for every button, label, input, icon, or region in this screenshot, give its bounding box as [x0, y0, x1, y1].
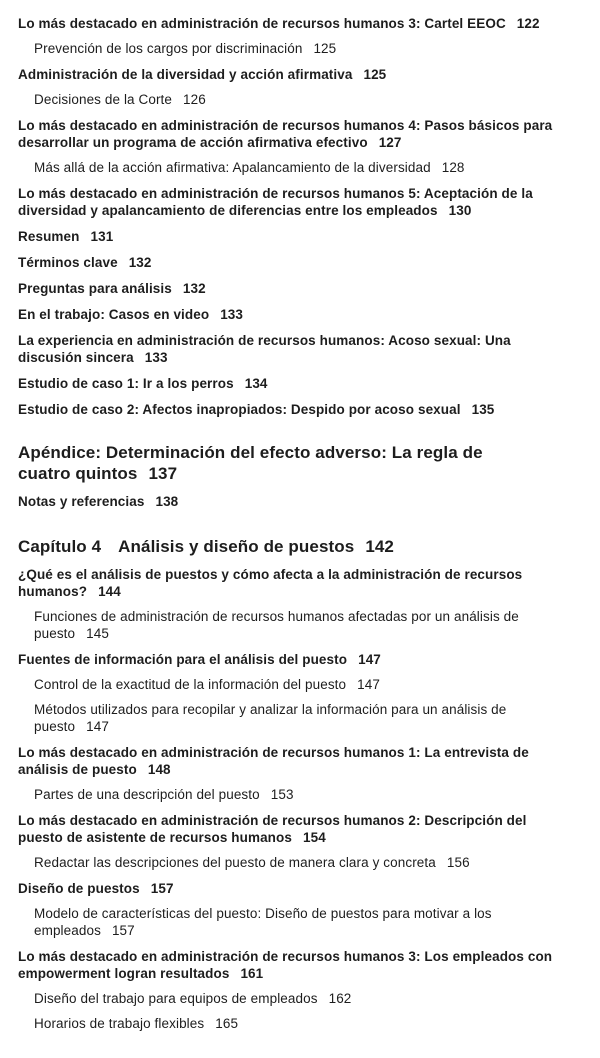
- entry-title: Redactar las descripciones del puesto de manera clara y concreta: [34, 855, 436, 870]
- entry-title: ¿Qué es el análisis de puestos y cómo afecta a la administración de recursos humanos?: [18, 567, 523, 599]
- entry-title: En el trabajo: Casos en video: [18, 307, 210, 322]
- entry-title: Lo más destacado en administración de recursos humanos 5: Aceptación de la diversidad y apalancamiento de diferencias entre los empleados: [18, 186, 533, 218]
- toc-entry: [34, 905, 570, 939]
- entry-title: Prevención de los cargos por discriminación: [34, 41, 303, 56]
- entry-page-number: 132: [182, 281, 206, 296]
- entry-page-number: 157: [150, 881, 174, 896]
- entry-page-number: 125: [363, 67, 387, 82]
- toc-entry: [18, 401, 574, 418]
- toc-entry: [18, 15, 574, 32]
- toc-entry: [18, 66, 574, 83]
- toc-entry: [18, 493, 574, 510]
- toc-entry: [34, 1015, 570, 1032]
- entry-title: Administración de la diversidad y acción afirmativa: [18, 67, 353, 82]
- entry-title: Horarios de trabajo flexibles: [34, 1016, 205, 1031]
- toc-entry: [18, 375, 574, 392]
- entry-page-number: 135: [471, 402, 495, 417]
- entry-page-number: 147: [358, 652, 381, 667]
- toc-entry: [18, 117, 574, 151]
- toc-entry: [34, 701, 570, 735]
- entry-page-number: 147: [86, 719, 109, 734]
- entry-page-number: 144: [98, 584, 121, 599]
- entry-title: Lo más destacado en administración de recursos humanos 1: La entrevista de análisis de puesto: [18, 745, 529, 777]
- entry-title: Resumen: [18, 229, 80, 244]
- entry-page-number: 148: [147, 762, 171, 777]
- entry-title: Métodos utilizados para recopilar y analizar la información para un análisis de puesto: [34, 702, 507, 734]
- entry-title: Apéndice: Determinación del efecto adverso: La regla de cuatro quintos: [18, 443, 483, 483]
- entry-title: Preguntas para análisis: [18, 281, 172, 296]
- entry-page-number: 132: [128, 255, 152, 270]
- entry-page-number: 157: [111, 923, 135, 938]
- toc-entry: [34, 990, 570, 1007]
- entry-title: Modelo de características del puesto: Diseño de puestos para motivar a los empleados: [34, 906, 492, 938]
- entry-page-number: 142: [365, 537, 394, 556]
- toc-entry: [34, 608, 570, 642]
- toc-entry: [18, 306, 574, 323]
- entry-page-number: 153: [270, 787, 294, 802]
- entry-page-number: 128: [441, 160, 465, 175]
- entry-title: Términos clave: [18, 255, 118, 270]
- toc-entry: [18, 536, 574, 557]
- entry-page-number: 162: [328, 991, 352, 1006]
- toc-entry: [34, 91, 570, 108]
- entry-page-number: 127: [378, 135, 402, 150]
- entry-title: Análisis y diseño de puestos: [118, 537, 355, 556]
- toc-entry: [18, 744, 574, 778]
- toc-entry: [18, 332, 574, 366]
- entry-title: Partes de una descripción del puesto: [34, 787, 260, 802]
- entry-title: Lo más destacado en administración de recursos humanos 4: Pasos básicos para desarrollar un programa de acción afirmativa efectivo: [18, 118, 553, 150]
- entry-page-number: 165: [215, 1016, 239, 1031]
- entry-page-number: 161: [240, 966, 264, 981]
- entry-title: Estudio de caso 2: Afectos inapropiados: Despido por acoso sexual: [18, 402, 461, 417]
- entry-title: Lo más destacado en administración de recursos humanos 3: Cartel EEOC: [18, 16, 506, 31]
- toc-entry: [18, 254, 574, 271]
- entry-title: Más allá de la acción afirmativa: Apalancamiento de la diversidad: [34, 160, 431, 175]
- toc-entry: [18, 442, 496, 484]
- toc-entry: [18, 651, 574, 668]
- toc-entry: [34, 786, 570, 803]
- chapter-label: Capítulo 4: [18, 537, 102, 556]
- entry-title: Diseño de puestos: [18, 881, 140, 896]
- entry-page-number: 130: [448, 203, 472, 218]
- entry-page-number: 154: [302, 830, 326, 845]
- toc-entry: [34, 40, 570, 57]
- entry-page-number: 126: [183, 92, 206, 107]
- entry-title: Funciones de administración de recursos humanos afectadas por un análisis de puesto: [34, 609, 519, 641]
- entry-title: Fuentes de información para el análisis del puesto: [18, 652, 348, 667]
- toc-entry: [34, 676, 570, 693]
- entry-title: Notas y referencias: [18, 494, 145, 509]
- entry-title: Estudio de caso 1: Ir a los perros: [18, 376, 234, 391]
- entry-page-number: 147: [357, 677, 380, 692]
- entry-page-number: 125: [313, 41, 337, 56]
- entry-title: Lo más destacado en administración de recursos humanos 2: Descripción del puesto de asistente de recursos humanos: [18, 813, 527, 845]
- entry-page-number: 122: [516, 16, 540, 31]
- toc-entry: [34, 159, 570, 176]
- toc-list: [18, 15, 580, 1032]
- toc-entry: [18, 280, 574, 297]
- entry-page-number: 156: [446, 855, 470, 870]
- toc-entry: [18, 812, 574, 846]
- entry-page-number: 145: [86, 626, 109, 641]
- entry-title: Lo más destacado en administración de recursos humanos 3: Los empleados con empowerment logran resultados: [18, 949, 553, 981]
- toc-entry: [18, 185, 574, 219]
- entry-title: Diseño del trabajo para equipos de empleados: [34, 991, 318, 1006]
- toc-entry: [18, 948, 574, 982]
- toc-entry: [18, 880, 574, 897]
- toc-entry: [18, 566, 574, 600]
- toc-entry: [34, 854, 570, 871]
- entry-page-number: 138: [155, 494, 179, 509]
- entry-title: La experiencia en administración de recursos humanos: Acoso sexual: Una discusión sincera: [18, 333, 511, 365]
- toc-entry: [18, 228, 574, 245]
- entry-title: Decisiones de la Corte: [34, 92, 173, 107]
- entry-page-number: 131: [90, 229, 114, 244]
- entry-title: Control de la exactitud de la información del puesto: [34, 677, 347, 692]
- entry-page-number: 133: [144, 350, 168, 365]
- entry-page-number: 133: [220, 307, 244, 322]
- entry-page-number: 137: [148, 464, 178, 483]
- entry-page-number: 134: [244, 376, 268, 391]
